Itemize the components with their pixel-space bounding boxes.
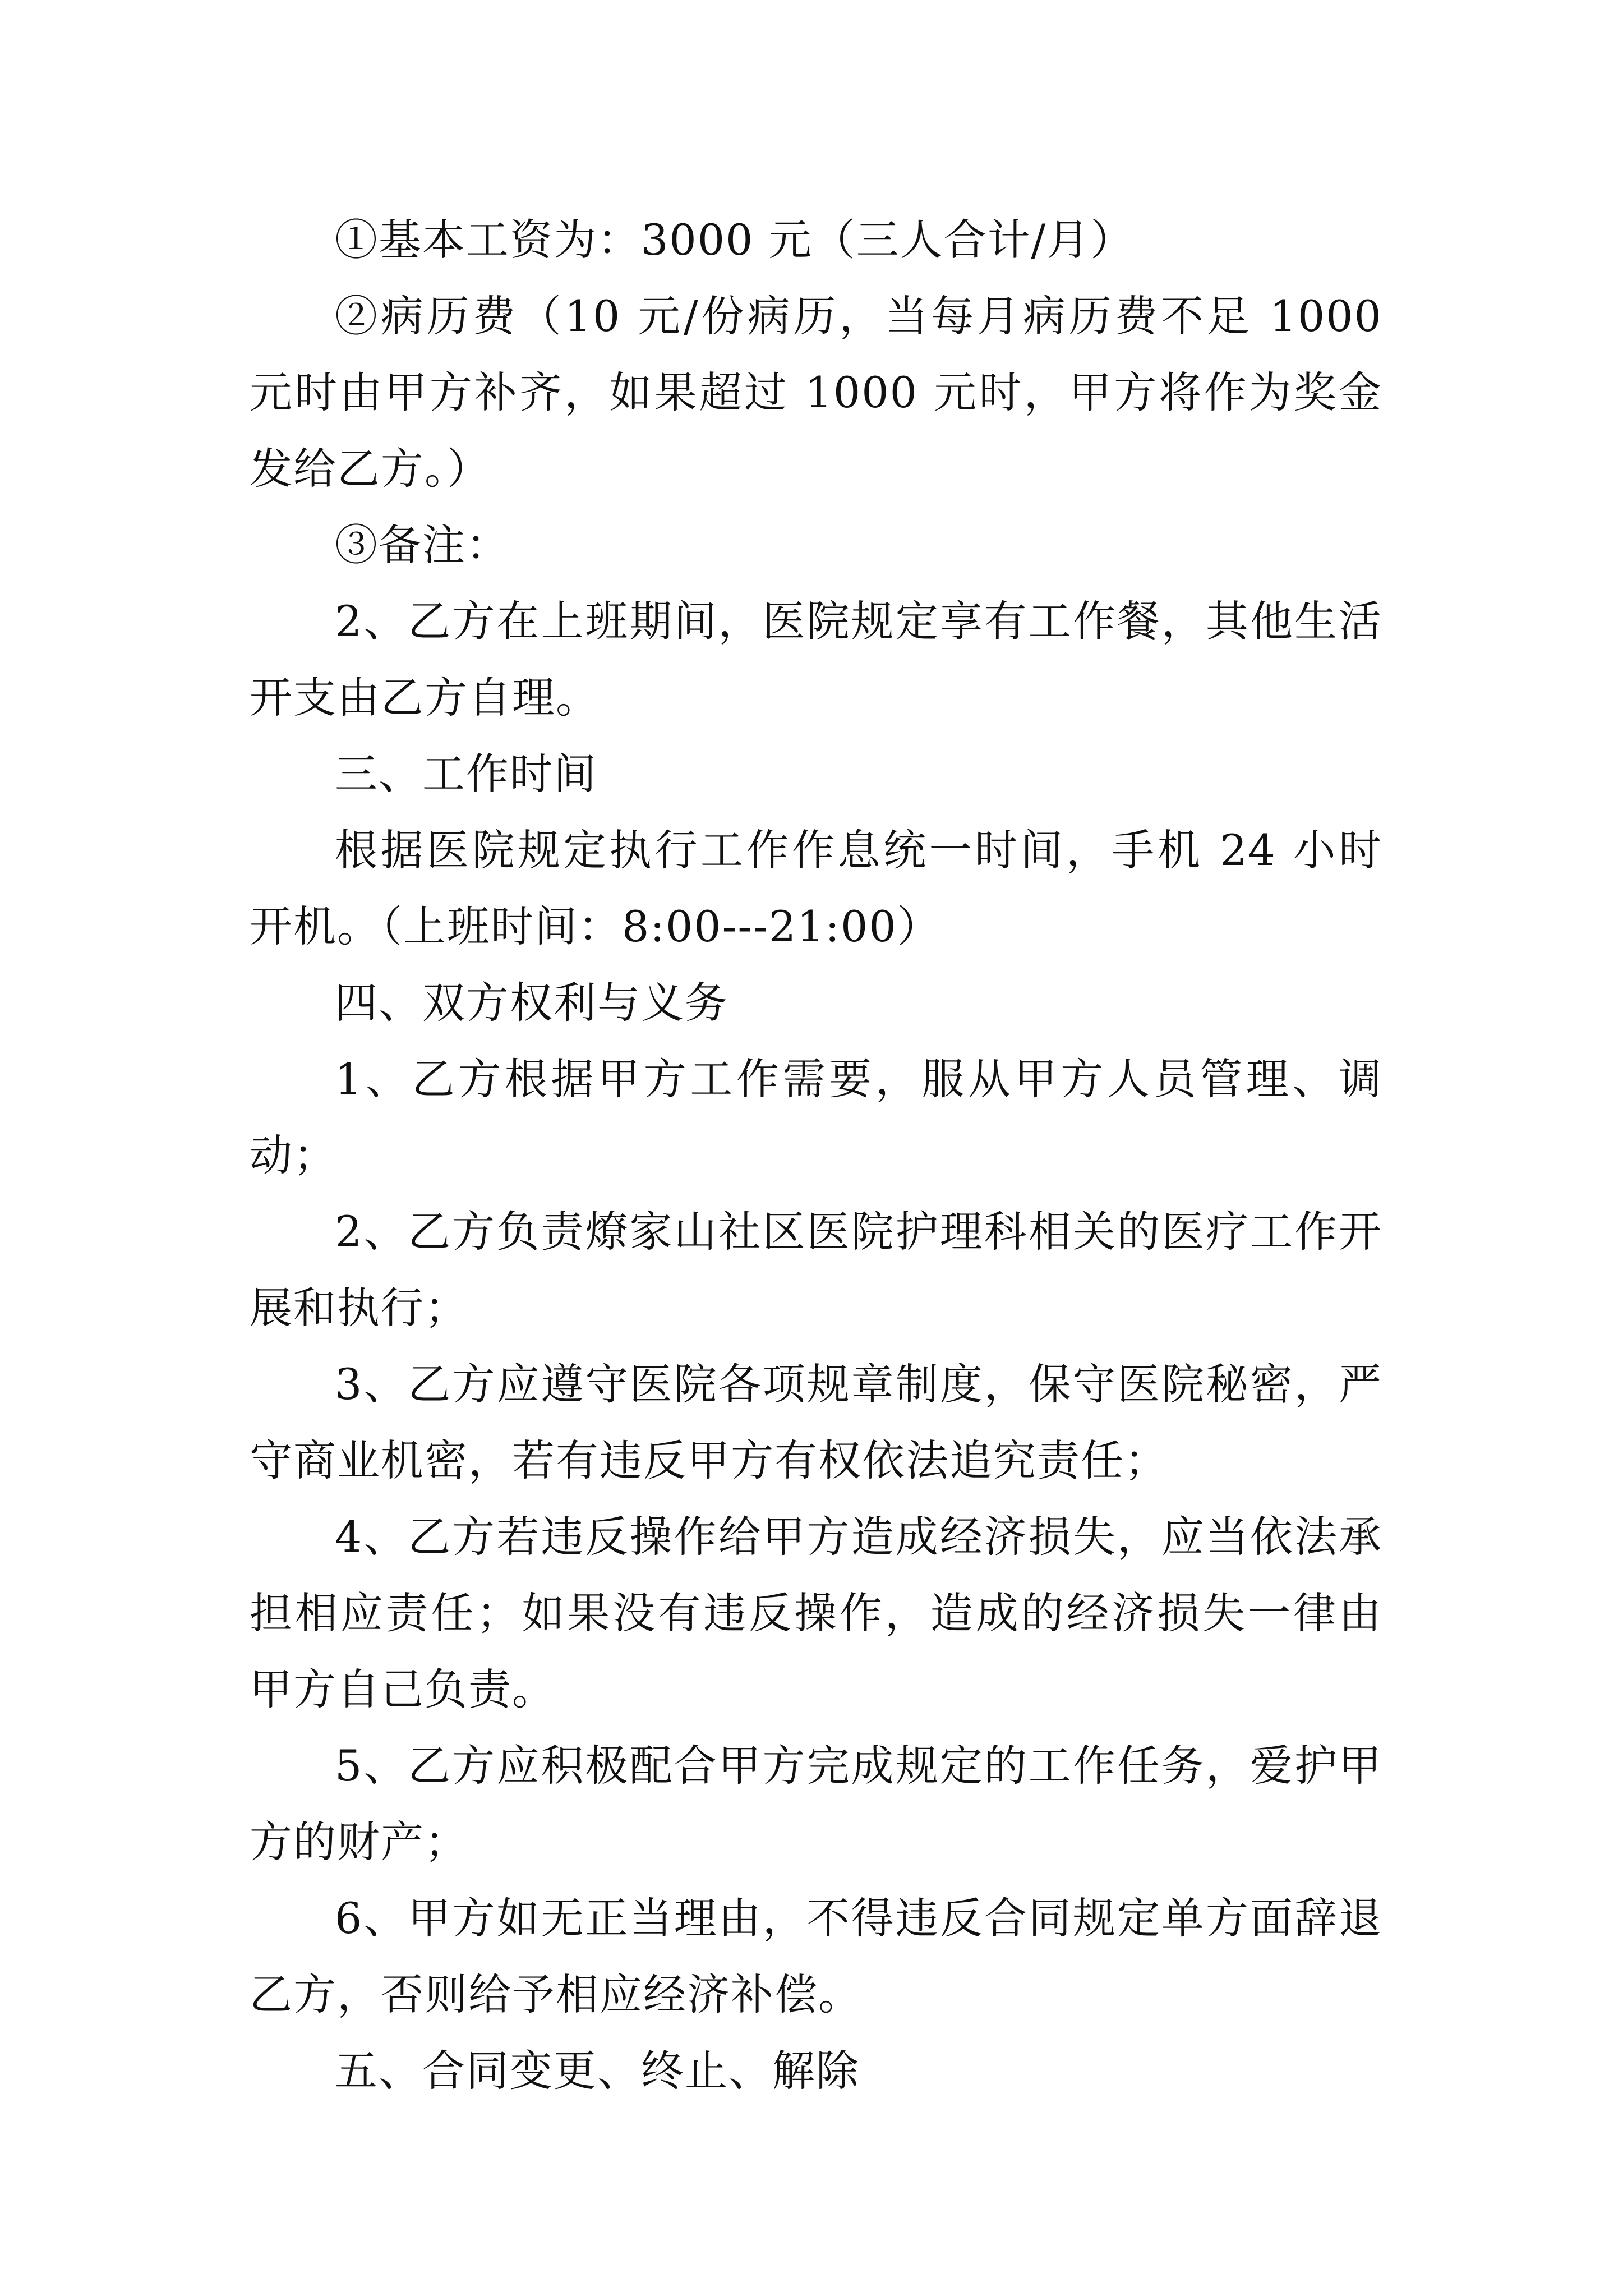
section-heading-work-time: 三、工作时间 [335, 749, 597, 799]
paragraph-basic-salary: ①基本工资为：3000 元（三人合计/月） [335, 215, 1135, 265]
clause-2: 2、乙方负责燎家山社区医院护理科相关的医疗工作开展和执行； [250, 1207, 1382, 1333]
section-heading-rights-obligations: 四、双方权利与义务 [335, 978, 728, 1028]
paragraph-remark: ③备注： [335, 520, 510, 570]
clause-6: 6、甲方如无正当理由，不得违反合同规定单方面辞退乙方，否则给予相应经济补偿。 [250, 1893, 1382, 2019]
clause-3: 3、乙方应遵守医院各项规章制度，保守医院秘密，严守商业机密，若有违反甲方有权依法追究责任； [250, 1359, 1382, 1485]
document-body [250, 202, 1382, 2109]
clause-1: 1、乙方根据甲方工作需要，服从甲方人员管理、调动； [250, 1054, 1382, 1180]
section-heading-contract-changes: 五、合同变更、终止、解除 [335, 2046, 860, 2096]
paragraph-record-fee: ②病历费（10 元/份病历，当每月病历费不足 1000 元时由甲方补齐，如果超过 1000 元时，甲方将作为奖金发给乙方。） [250, 291, 1382, 494]
paragraph-work-meal: 2、乙方在上班期间，医院规定享有工作餐，其他生活开支由乙方自理。 [250, 596, 1382, 723]
paragraph-work-schedule: 根据医院规定执行工作作息统一时间，手机 24 小时开机。（上班时间：8:00---21:00） [250, 825, 1382, 951]
clause-5: 5、乙方应积极配合甲方完成规定的工作任务，爱护甲方的财产； [250, 1741, 1382, 1867]
clause-4: 4、乙方若违反操作给甲方造成经济损失，应当依法承担相应责任；如果没有违反操作，造成的经济损失一律由甲方自己负责。 [250, 1512, 1382, 1714]
